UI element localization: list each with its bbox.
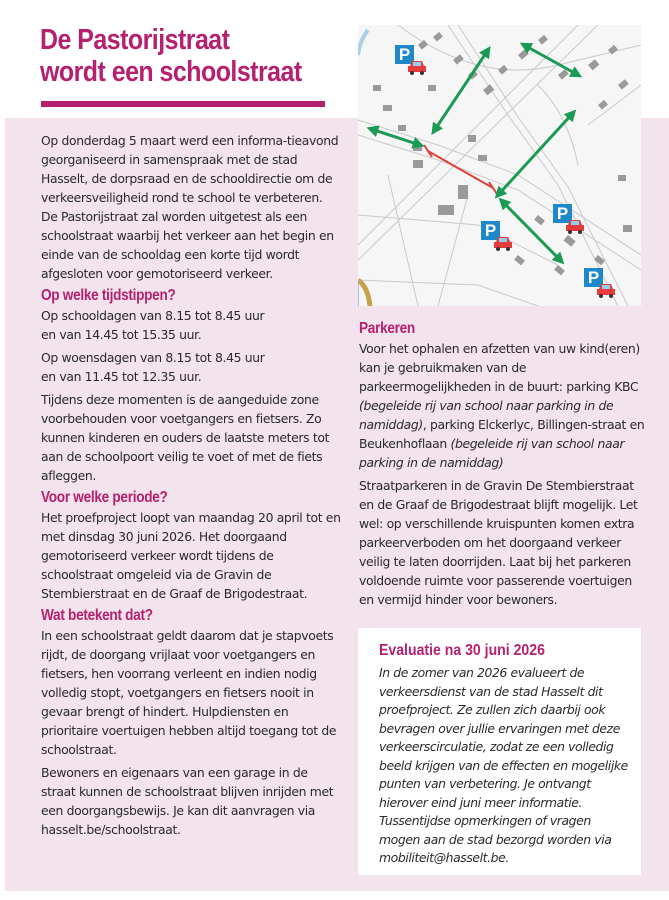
- parking-car-icon: [553, 204, 587, 238]
- detour-arrow-north: [434, 50, 488, 131]
- parking-car-icon: [395, 45, 429, 79]
- schedule-schooldays: [41, 306, 341, 344]
- schedule-schooldays-line1: Op schooldagen van 8.15 tot 8.45 uur: [41, 308, 265, 323]
- parking-sign-icon: P: [584, 268, 603, 287]
- straatparkeren-paragraph: Straatparkeren in de Gravin De Stembierstraat en de Graaf de Brigodestraat blijft mogelijk. Let wel: op verschillende kruispunten komen extra parkeerverboden om het doorgaand verkeer veilig te laten doorrijden. Laat bij het parkeren voldoende ruimte voor passerende voertuigen en vermijd hinder voor bewoners.: [359, 478, 638, 607]
- schedule-wednesdays-line1: Op woensdagen van 8.15 tot 8.45 uur: [41, 350, 265, 365]
- evaluation-box: [358, 628, 641, 875]
- car-icon: [565, 218, 585, 234]
- heading-betekenis: Wat betekent dat?: [41, 607, 153, 624]
- tijdstippen-paragraph: Tijdens deze momenten is de aangeduide zone voorbehouden voor voetgangers en fietsers. Zo kunnen kinderen en ouders de laatste meters tot aan de schoolpoort veilig te voet of met de fiets afleggen.: [41, 392, 330, 483]
- car-icon: [407, 59, 427, 75]
- parkeren-paragraph: [359, 339, 649, 472]
- parking-sign-icon: P: [481, 221, 500, 240]
- page-title: [40, 24, 302, 88]
- canal: [358, 30, 368, 55]
- right-column: [359, 316, 649, 609]
- title-line-1: De Pastorijstraat: [40, 24, 230, 56]
- parking-sign-icon: P: [395, 45, 414, 64]
- waterway: [358, 280, 370, 306]
- schedule-wednesdays-line2: en van 11.45 tot 12.35 uur.: [41, 369, 202, 384]
- parkeren-note-beukenhoflaan: (begeleide rij van school naar parking in de namiddag): [359, 436, 625, 470]
- betekenis-paragraph: In een schoolstraat geldt daarom dat je stapvoets rijdt, de doorgang vrijlaat voor voetgangers en fietsers, hen voorrang verleent en indien nodig volledig stopt, voetgangers en fietsers nooit in gevaar brengt of hindert. Hulpdiensten en prioritaire voertuigen hebben altijd toegang tot de schoolstraat.: [41, 628, 337, 757]
- detour-arrow-east: [498, 113, 573, 195]
- title-line-2: wordt een schoolstraat: [40, 56, 302, 88]
- parkeren-note-kbc: (begeleide rij van school naar parking in de namiddag): [359, 398, 614, 432]
- heading-evaluatie: Evaluatie na 30 juni 2026: [379, 642, 545, 659]
- intro-paragraph: Op donderdag 5 maart werd een informa-tieavond georganiseerd in samenspraak met de stad Hasselt, de dorpsraad en de schooldirectie om de verkeersveiligheid rond te school te verbeteren. De Pastorijstraat zal worden uitgetest als een schoolstraat waarbij het verkeer aan het begin en einde van de schooldag een korte tijd wordt afgesloten voor gemotoriseerd verkeer.: [41, 133, 339, 281]
- doorgangsbewijs-paragraph: Bewoners en eigenaars van een garage in de straat kunnen de schoolstraat blijven inrijden met een doorgangsbewijs. Je kan dit aanvragen via hasselt.be/schoolstraat.: [41, 765, 334, 837]
- evaluatie-paragraph: In de zomer van 2026 evalueert de verkeersdienst van de stad Hasselt dit proefproject. Ze zullen zich daarbij ook bevragen over jullie ervaringen met deze verkeerscirculatie, zodat ze een volledig beeld krijgen van de effecten en mogelijke punten van verbetering. Je ontvangt hierover eind juni meer informatie. Tussentijdse opmerkingen of vragen mogen aan de stad bezorgd worden via mobiliteit@hasselt.be.: [379, 665, 628, 865]
- parking-sign-icon: P: [553, 204, 572, 223]
- schedule-schooldays-line2: en van 14.45 tot 15.35 uur.: [41, 327, 202, 342]
- parkeren-text-c: , parking Elckerlyc, Billingen-straat en Beukenhoflaan: [359, 417, 645, 451]
- parkeren-text-a: Voor het ophalen en afzetten van uw kind(eren) kan je gebruikmaken van de parkeermogelijkheden in de buurt: parking KBC: [359, 341, 640, 394]
- left-column: [41, 131, 341, 839]
- heading-periode: Voor welke periode?: [41, 489, 168, 506]
- car-icon: [493, 235, 513, 251]
- parking-car-icon: [584, 268, 618, 302]
- heading-tijdstippen: Op welke tijdstippen?: [41, 287, 176, 304]
- area-map: [358, 25, 641, 306]
- title-underline: [41, 101, 325, 107]
- schedule-wednesdays: [41, 348, 341, 386]
- car-icon: [596, 282, 616, 298]
- heading-parkeren: Parkeren: [359, 320, 415, 337]
- parking-car-icon: [481, 221, 515, 255]
- periode-paragraph: Het proefproject loopt van maandag 20 april tot en met dinsdag 30 juni 2026. Het doorgaand gemotoriseerd verkeer wordt tijdens de schoolstraat omgeleid via de Gravin de Stembierstraat en de Graaf de Brigodestraat.: [41, 510, 341, 601]
